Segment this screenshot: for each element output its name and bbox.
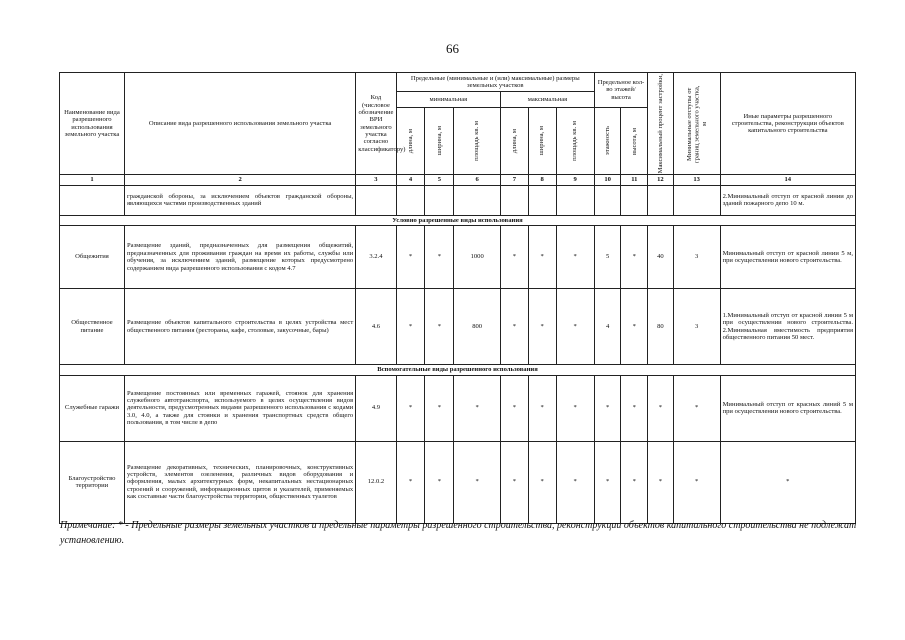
header-max-area: площадь кв. м xyxy=(571,121,579,161)
cell-value: * xyxy=(556,226,594,289)
header-code: Код (числовое обозначение ВРИ земельного участка согласно классификатору) xyxy=(356,73,396,175)
row-name: Общественное питание xyxy=(60,289,125,365)
cell-value: 40 xyxy=(648,226,674,289)
zoning-table xyxy=(59,72,856,524)
header-floors: этажность xyxy=(603,126,611,156)
cell-value: * xyxy=(501,226,529,289)
header-min-width: ширина, м xyxy=(435,126,443,156)
col-num: 10 xyxy=(594,175,621,185)
header-plot-limits: Предельные (минимальные и (или) максимальные) размеры земельных участков xyxy=(396,73,594,92)
row-other: * xyxy=(720,441,855,523)
row-code: 3.2.4 xyxy=(356,226,396,289)
cell-value: * xyxy=(648,375,674,441)
cell-value: * xyxy=(594,441,621,523)
cell-value: * xyxy=(594,375,621,441)
header-min-area: площадь кв. м xyxy=(473,121,481,161)
col-num: 5 xyxy=(425,175,454,185)
row-description: Размещение зданий, предназначенных для размещения общежитий, предназначенных для проживания граждан на время их работы, службы или обучения, за исключением зданий, размещение которых предусмотрено содержанием вида разрешенного использования с кодом 4.7 xyxy=(124,226,355,289)
section-conditional-title: Условно разрешенные виды использования xyxy=(60,215,856,225)
cell-value: * xyxy=(425,289,454,365)
cell-value: * xyxy=(673,375,720,441)
header-min: минимальная xyxy=(396,92,500,107)
header-setback: Минимальные отступы от границ земельного участка, м xyxy=(685,84,708,163)
continuation-description: гражданской обороны, за исключением объектов гражданской обороны, являющихся частями производственных зданий xyxy=(124,185,355,215)
cell-value: * xyxy=(425,375,454,441)
cell-value: * xyxy=(528,441,556,523)
row-code: 4.6 xyxy=(356,289,396,365)
continuation-row xyxy=(60,185,856,215)
cell-value: * xyxy=(528,375,556,441)
header-row-1 xyxy=(60,73,856,92)
cell-value: * xyxy=(556,441,594,523)
row-name: Служебные гаражи xyxy=(60,375,125,441)
section-row xyxy=(60,365,856,375)
col-num: 1 xyxy=(60,175,125,185)
col-num: 3 xyxy=(356,175,396,185)
cell-value: * xyxy=(425,441,454,523)
continuation-other: 2.Минимальный отступ от красной линии до зданий пожарного депо 10 м. xyxy=(720,185,855,215)
cell-value: * xyxy=(396,226,425,289)
cell-value: 80 xyxy=(648,289,674,365)
col-num: 4 xyxy=(396,175,425,185)
header-description: Описание вида разрешенного использования земельного участка xyxy=(124,73,355,175)
row-code: 4.9 xyxy=(356,375,396,441)
col-num: 7 xyxy=(501,175,529,185)
header-other: Иные параметры разрешенного строительства, реконструкции объектов капитального строительства xyxy=(720,73,855,175)
cell-value: 1000 xyxy=(454,226,501,289)
row-other: Минимальный отступ от красной линии 5 м, при осуществлении нового строительства. xyxy=(720,226,855,289)
cell-value: 800 xyxy=(454,289,501,365)
cell-value: * xyxy=(621,289,648,365)
header-height: высота, м xyxy=(630,127,638,155)
row-name: Благоустройство территории xyxy=(60,441,125,523)
cell-value: 4 xyxy=(594,289,621,365)
col-num: 11 xyxy=(621,175,648,185)
cell-value: * xyxy=(673,441,720,523)
cell-value: * xyxy=(528,289,556,365)
cell-value: * xyxy=(556,289,594,365)
cell-value: * xyxy=(648,441,674,523)
col-num: 12 xyxy=(648,175,674,185)
table-row xyxy=(60,441,856,523)
cell-value: 3 xyxy=(673,226,720,289)
table-row xyxy=(60,375,856,441)
col-num: 6 xyxy=(454,175,501,185)
col-num: 8 xyxy=(528,175,556,185)
section-auxiliary-title: Вспомогательные виды разрешенного использования xyxy=(60,365,856,375)
cell-value: * xyxy=(556,375,594,441)
col-num: 13 xyxy=(673,175,720,185)
row-name: Общежития xyxy=(60,226,125,289)
cell-value: * xyxy=(621,441,648,523)
cell-value: * xyxy=(396,289,425,365)
row-other: 1.Минимальный отступ от красной линии 5 м при осуществлении нового строительства. 2.Минимальная вместимость предприятия общественного питания 50 мест. xyxy=(720,289,855,365)
cell-value: * xyxy=(396,375,425,441)
col-num: 2 xyxy=(124,175,355,185)
row-code: 12.0.2 xyxy=(356,441,396,523)
cell-value: * xyxy=(454,375,501,441)
section-row xyxy=(60,215,856,225)
header-height-limit: Предельное кол-во этажей/ высота xyxy=(594,73,647,108)
cell-value: * xyxy=(528,226,556,289)
row-description: Размещение объектов капитального строительства в целях устройства мест общественного питания (рестораны, кафе, столовые, закусочные, бары) xyxy=(124,289,355,365)
header-min-length: длина, м xyxy=(406,128,414,154)
cell-value: * xyxy=(501,441,529,523)
cell-value: * xyxy=(501,375,529,441)
cell-value: * xyxy=(621,226,648,289)
row-description: Размещение постоянных или временных гаражей, стоянок для хранения служебного автотранспорта, используемого в целях осуществления видов деятельности, предусмотренных видами разрешенного использования с кодами 3.0, 4.0, а также для стоянки и хранения транспортных средств общего пользования, в том числе в депо xyxy=(124,375,355,441)
column-numbers-row xyxy=(60,175,856,185)
table-row xyxy=(60,289,856,365)
cell-value: 3 xyxy=(673,289,720,365)
col-num: 9 xyxy=(556,175,594,185)
col-num: 14 xyxy=(720,175,855,185)
cell-value: 5 xyxy=(594,226,621,289)
cell-value: * xyxy=(454,441,501,523)
row-other: Минимальный отступ от красных линий 5 м при осуществлении нового строительства. xyxy=(720,375,855,441)
header-max-length: длина, м xyxy=(510,128,518,154)
header-name: Наименование вида разрешенного использования земельного участка xyxy=(60,73,125,175)
table-row xyxy=(60,226,856,289)
header-coverage: Максимальный процент застройки, xyxy=(656,74,664,174)
header-max-width: ширина, м xyxy=(538,126,546,156)
page-number: 66 xyxy=(446,41,459,56)
cell-value: * xyxy=(396,441,425,523)
row-description: Размещение декоративных, технических, планировочных, конструктивных устройств, элементов озеленения, различных видов оборудования и оформления, малых архитектурных форм, некапитальных нестационарных строений и сооружений, информационных щитов и указателей, применяемых как составные части благоустройства территории, общественных туалетов xyxy=(124,441,355,523)
cell-value: * xyxy=(425,226,454,289)
cell-value: * xyxy=(621,375,648,441)
cell-value: * xyxy=(501,289,529,365)
footnote: Примечание: * - Предельные размеры земельных участков и предельные параметры разрешенного строительства, реконструкции объектов капитального строительства не подлежат установлению. xyxy=(60,520,857,546)
header-max: максимальная xyxy=(501,92,595,107)
